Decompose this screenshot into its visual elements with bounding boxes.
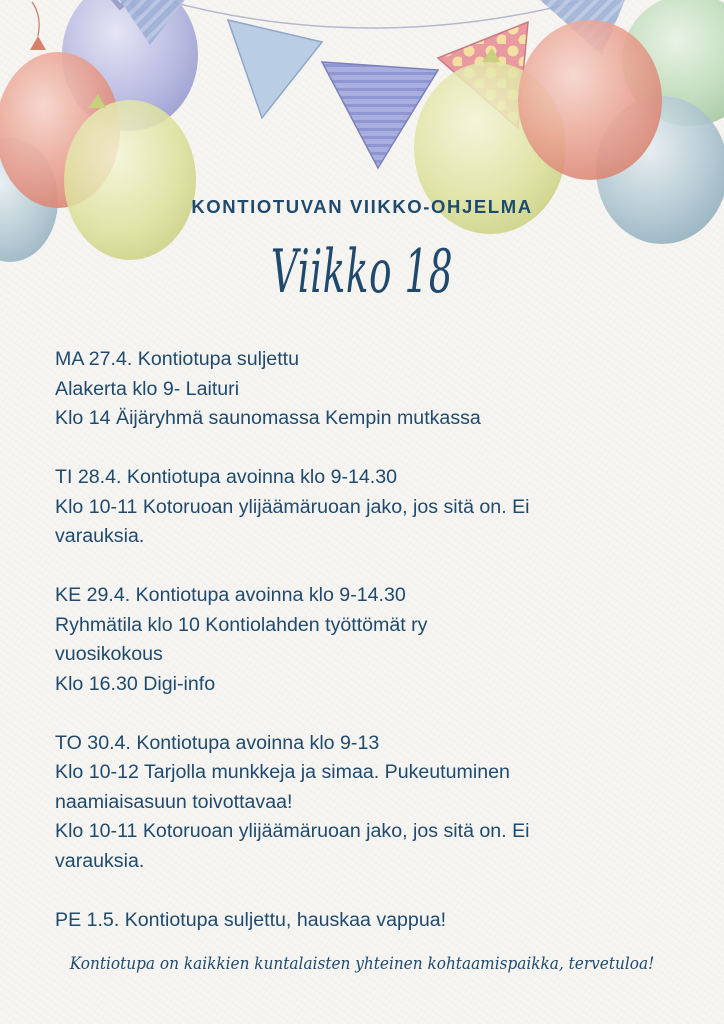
schedule-line: Ryhmätila klo 10 Kontiolahden työttömät ry [55, 613, 428, 636]
week-title: Viikko 18 [270, 237, 454, 307]
schedule-line: Alakerta klo 9- Laituri [55, 377, 240, 400]
schedule-line: vuosikokous [55, 643, 163, 665]
schedule-line: MA 27.4. Kontiotupa suljettu [55, 348, 299, 370]
schedule-line: Klo 10-11 Kotoruoan ylijäämäruoan jako, jos sitä on. Ei [55, 820, 530, 842]
schedule-day-friday [55, 906, 695, 936]
schedule-line: naamiaisasuun toivottavaa! [55, 790, 293, 813]
schedule-line: PE 1.5. Kontiotupa suljettu, hauskaa vappua! [55, 908, 447, 931]
footer-tagline: Kontiotupa on kaikkien kuntalaisten yhteinen kohtaamispaikka, tervetuloa! [69, 954, 655, 974]
program-subtitle: KONTIOTUVAN VIIKKO-OHJELMA [191, 196, 533, 217]
schedule-day-wednesday [55, 581, 695, 699]
schedule-line: TI 28.4. Kontiotupa avoinna klo 9-14.30 [55, 466, 398, 488]
schedule-line: Klo 10-12 Tarjolla munkkeja ja simaa. Pukeutuminen [55, 761, 510, 783]
schedule-line: Klo 10-11 Kotoruoan ylijäämäruoan jako, jos sitä on. Ei [55, 495, 530, 518]
schedule-day-tuesday [55, 463, 695, 552]
schedule-line: TO 30.4. Kontiotupa avoinna klo 9-13 [55, 731, 380, 754]
pennant-blue [228, 20, 322, 118]
schedule-line: KE 29.4. Kontiotupa avoinna klo 9-14.30 [55, 584, 406, 606]
schedule-line: varauksia. [55, 849, 145, 872]
balloon-red-right [518, 20, 662, 180]
schedule-line: Klo 16.30 Digi-info [55, 672, 216, 695]
schedule-line: varauksia. [55, 525, 145, 547]
schedule-day-monday [55, 345, 695, 434]
schedule-day-thursday [55, 729, 695, 877]
weekly-schedule [55, 345, 695, 965]
schedule-line: Klo 14 Äijäryhmä saunomassa Kempin mutkassa [55, 407, 481, 429]
